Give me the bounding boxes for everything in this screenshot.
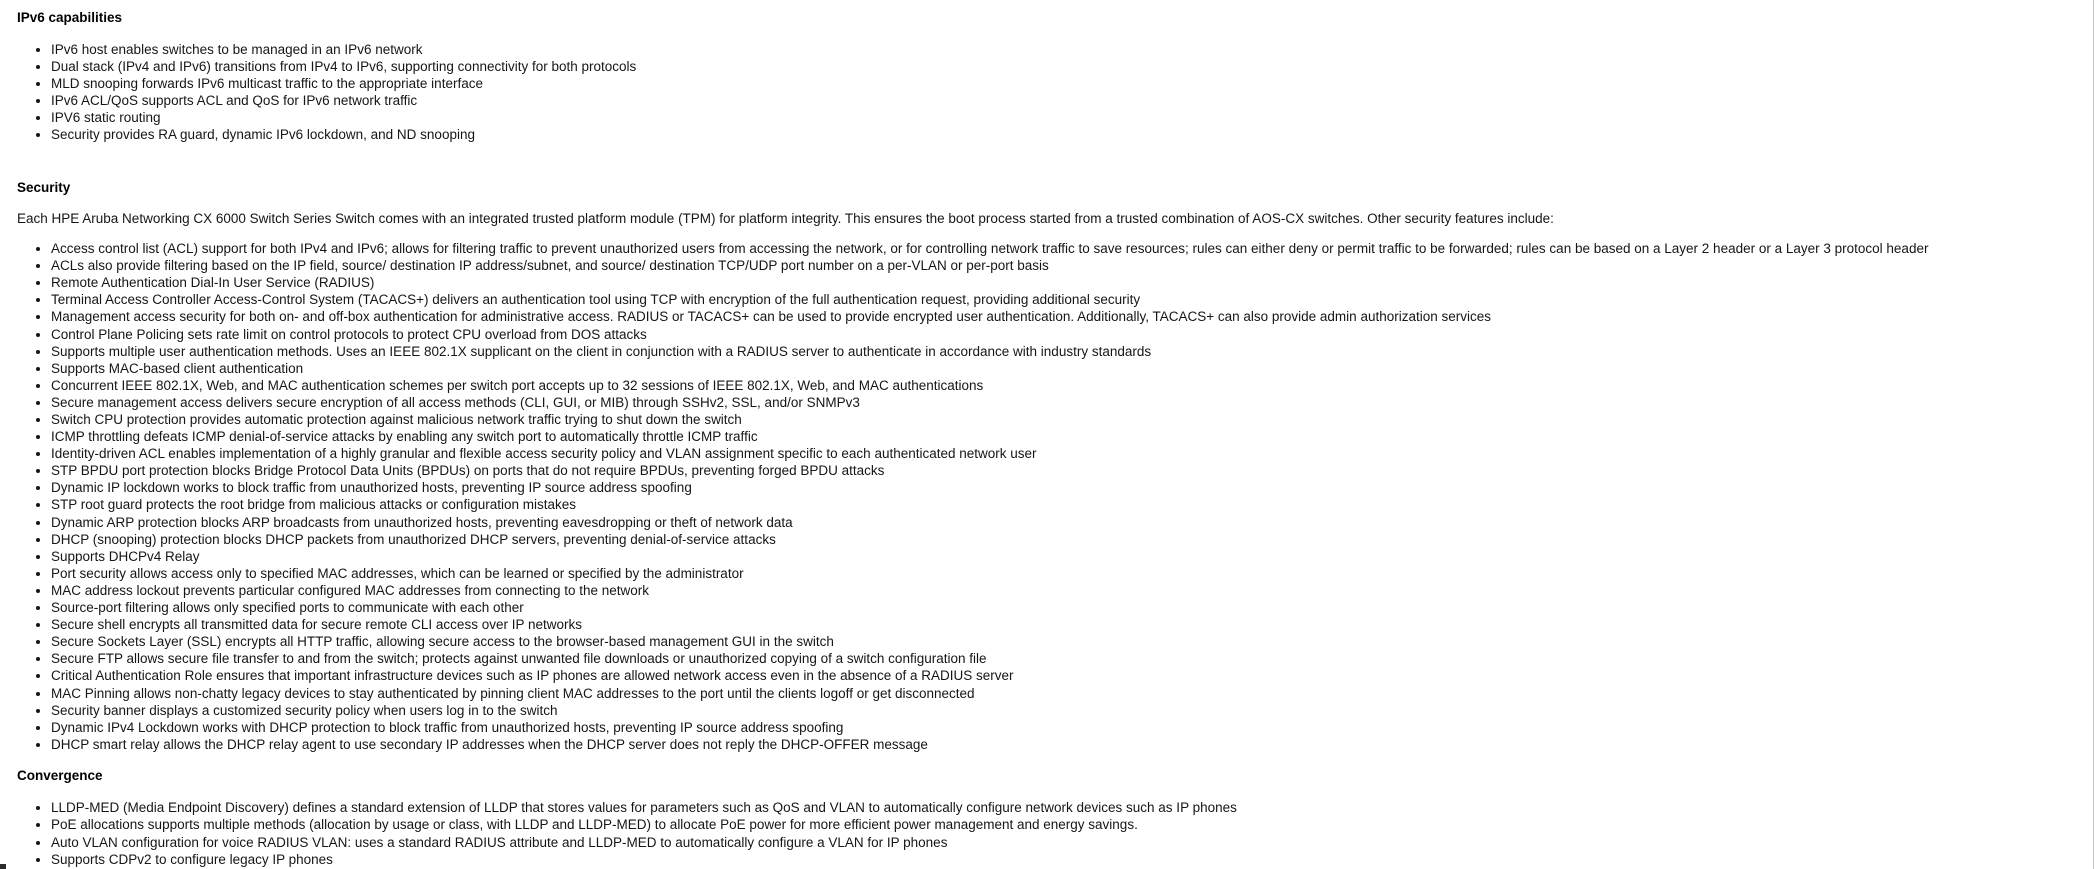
bullet-item: • Security banner displays a customized security policy when users log in to the switch — [51, 702, 2093, 719]
bullet-item: • Secure management access delivers secure encryption of all access methods (CLI, GUI, or MIB) through SSHv2, SSL, and/or SNMPv3 — [51, 394, 2093, 411]
bullet-item: • Identity-driven ACL enables implementation of a highly granular and flexible access security policy and VLAN assignment specific to each authenticated network user — [51, 445, 2093, 462]
bullet-item: • Dynamic IP lockdown works to block traffic from unauthorized hosts, preventing IP source address spoofing — [51, 479, 2093, 496]
section-heading-security: Security — [17, 179, 71, 195]
convergence-bullet-list — [0, 799, 2093, 867]
bullet-item: • Dual stack (IPv4 and IPv6) transitions from IPv4 to IPv6, supporting connectivity for both protocols — [51, 58, 2093, 75]
section-security — [0, 179, 2093, 753]
bullet-item: • Security provides RA guard, dynamic IPv6 lockdown, and ND snooping — [51, 126, 2093, 143]
section-heading-ipv6-capabilities: IPv6 capabilities — [17, 10, 123, 25]
section-ipv6-capabilities — [0, 9, 2093, 144]
bullet-item: • Switch CPU protection provides automatic protection against malicious network traffic trying to shut down the switch — [51, 411, 2093, 428]
ipv6-capabilities-bullet-list — [0, 41, 2093, 144]
clipped-text-fragment — [0, 864, 6, 869]
bullet-item: • DHCP smart relay allows the DHCP relay agent to use secondary IP addresses when the DHCP server does not reply the DHCP-OFFER message — [51, 736, 2093, 753]
bullet-item: • IPv6 host enables switches to be managed in an IPv6 network — [51, 41, 2093, 58]
bullet-item: • Concurrent IEEE 802.1X, Web, and MAC authentication schemes per switch port accepts up to 32 sessions of IEEE 802.1X, Web, and MAC authentications — [51, 377, 2093, 394]
bullet-item: • Source-port filtering allows only specified ports to communicate with each other — [51, 599, 2093, 616]
bullet-item: • Secure Sockets Layer (SSL) encrypts all HTTP traffic, allowing secure access to the browser-based management GUI in the switch — [51, 633, 2093, 650]
bullet-item: • Dynamic IPv4 Lockdown works with DHCP protection to block traffic from unauthorized hosts, preventing IP source address spoofing — [51, 719, 2093, 736]
bullet-item: • STP BPDU port protection blocks Bridge Protocol Data Units (BPDUs) on ports that do not require BPDUs, preventing forged BPDU attacks — [51, 462, 2093, 479]
bullet-item: • Supports MAC-based client authentication — [51, 360, 2093, 377]
bullet-item: • Management access security for both on- and off-box authentication for administrative access. RADIUS or TACACS+ can be used to provide encrypted user authentication. Additionally, TACACS+ can also provide admin authorization services — [51, 308, 2093, 325]
bullet-item: • Access control list (ACL) support for both IPv4 and IPv6; allows for filtering traffic to prevent unauthorized users from accessing the network, or for controlling network traffic to save resources; rules can either deny or permit traffic to be forwarded; rules can be based on a Layer 2 header or a Layer 3 protocol header — [51, 240, 2093, 257]
security-intro-paragraph: Each HPE Aruba Networking CX 6000 Switch Series Switch comes with an integrated trusted platform module (TPM) for platform integrity. This ensures the boot process started from a trusted combination of AOS-CX switches. Other security features include: — [17, 210, 1554, 226]
bullet-item: • Supports multiple user authentication methods. Uses an IEEE 802.1X supplicant on the client in conjunction with a RADIUS server to authenticate in accordance with industry standards — [51, 343, 2093, 360]
bullet-item: • Secure FTP allows secure file transfer to and from the switch; protects against unwanted file downloads or unauthorized copying of a switch configuration file — [51, 650, 2093, 667]
bullet-item: • Port security allows access only to specified MAC addresses, which can be learned or specified by the administrator — [51, 565, 2093, 582]
section-heading-convergence: Convergence — [17, 768, 103, 784]
bullet-item: • MAC Pinning allows non-chatty legacy devices to stay authenticated by pinning client MAC addresses to the port until the clients logoff or get disconnected — [51, 685, 2093, 702]
bullet-item: • Terminal Access Controller Access-Control System (TACACS+) delivers an authentication tool using TCP with encryption of the full authentication request, providing additional security — [51, 291, 2093, 308]
bullet-item: • MAC address lockout prevents particular configured MAC addresses from connecting to the network — [51, 582, 2093, 599]
bullet-item: • LLDP-MED (Media Endpoint Discovery) defines a standard extension of LLDP that stores values for parameters such as QoS and VLAN to automatically configure network devices such as IP phones — [51, 799, 2093, 816]
bullet-item: • IPv6 ACL/QoS supports ACL and QoS for IPv6 network traffic — [51, 92, 2093, 109]
bullet-item: • MLD snooping forwards IPv6 multicast traffic to the appropriate interface — [51, 75, 2093, 92]
security-bullet-list — [0, 240, 2093, 753]
bullet-item: • ICMP throttling defeats ICMP denial-of-service attacks by enabling any switch port to automatically throttle ICMP traffic — [51, 428, 2093, 445]
bullet-item: • Dynamic ARP protection blocks ARP broadcasts from unauthorized hosts, preventing eavesdropping or theft of network data — [51, 514, 2093, 531]
bullet-item: • DHCP (snooping) protection blocks DHCP packets from unauthorized DHCP servers, preventing denial-of-service attacks — [51, 531, 2093, 548]
bullet-item: • STP root guard protects the root bridge from malicious attacks or configuration mistakes — [51, 496, 2093, 513]
bullet-item: • Remote Authentication Dial-In User Service (RADIUS) — [51, 274, 2093, 291]
section-convergence — [0, 767, 2093, 867]
bullet-item: • ACLs also provide filtering based on the IP field, source/ destination IP address/subnet, and source/ destination TCP/UDP port number on a per-VLAN or per-port basis — [51, 257, 2093, 274]
bullet-item: • IPV6 static routing — [51, 109, 2093, 126]
bullet-item: • Control Plane Policing sets rate limit on control protocols to protect CPU overload from DOS attacks — [51, 326, 2093, 343]
bullet-item: • Secure shell encrypts all transmitted data for secure remote CLI access over IP networks — [51, 616, 2093, 633]
bullet-item: • Supports CDPv2 to configure legacy IP phones — [51, 851, 2093, 868]
bullet-item: • Supports DHCPv4 Relay — [51, 548, 2093, 565]
bullet-item: • Auto VLAN configuration for voice RADIUS VLAN: uses a standard RADIUS attribute and LLDP-MED to automatically configure a VLAN for IP phones — [51, 834, 2093, 851]
bullet-item: • PoE allocations supports multiple methods (allocation by usage or class, with LLDP and LLDP-MED) to allocate PoE power for more efficient power management and energy savings. — [51, 816, 2093, 833]
bullet-item: • Critical Authentication Role ensures that important infrastructure devices such as IP phones are allowed network access even in the absence of a RADIUS server — [51, 667, 2093, 684]
